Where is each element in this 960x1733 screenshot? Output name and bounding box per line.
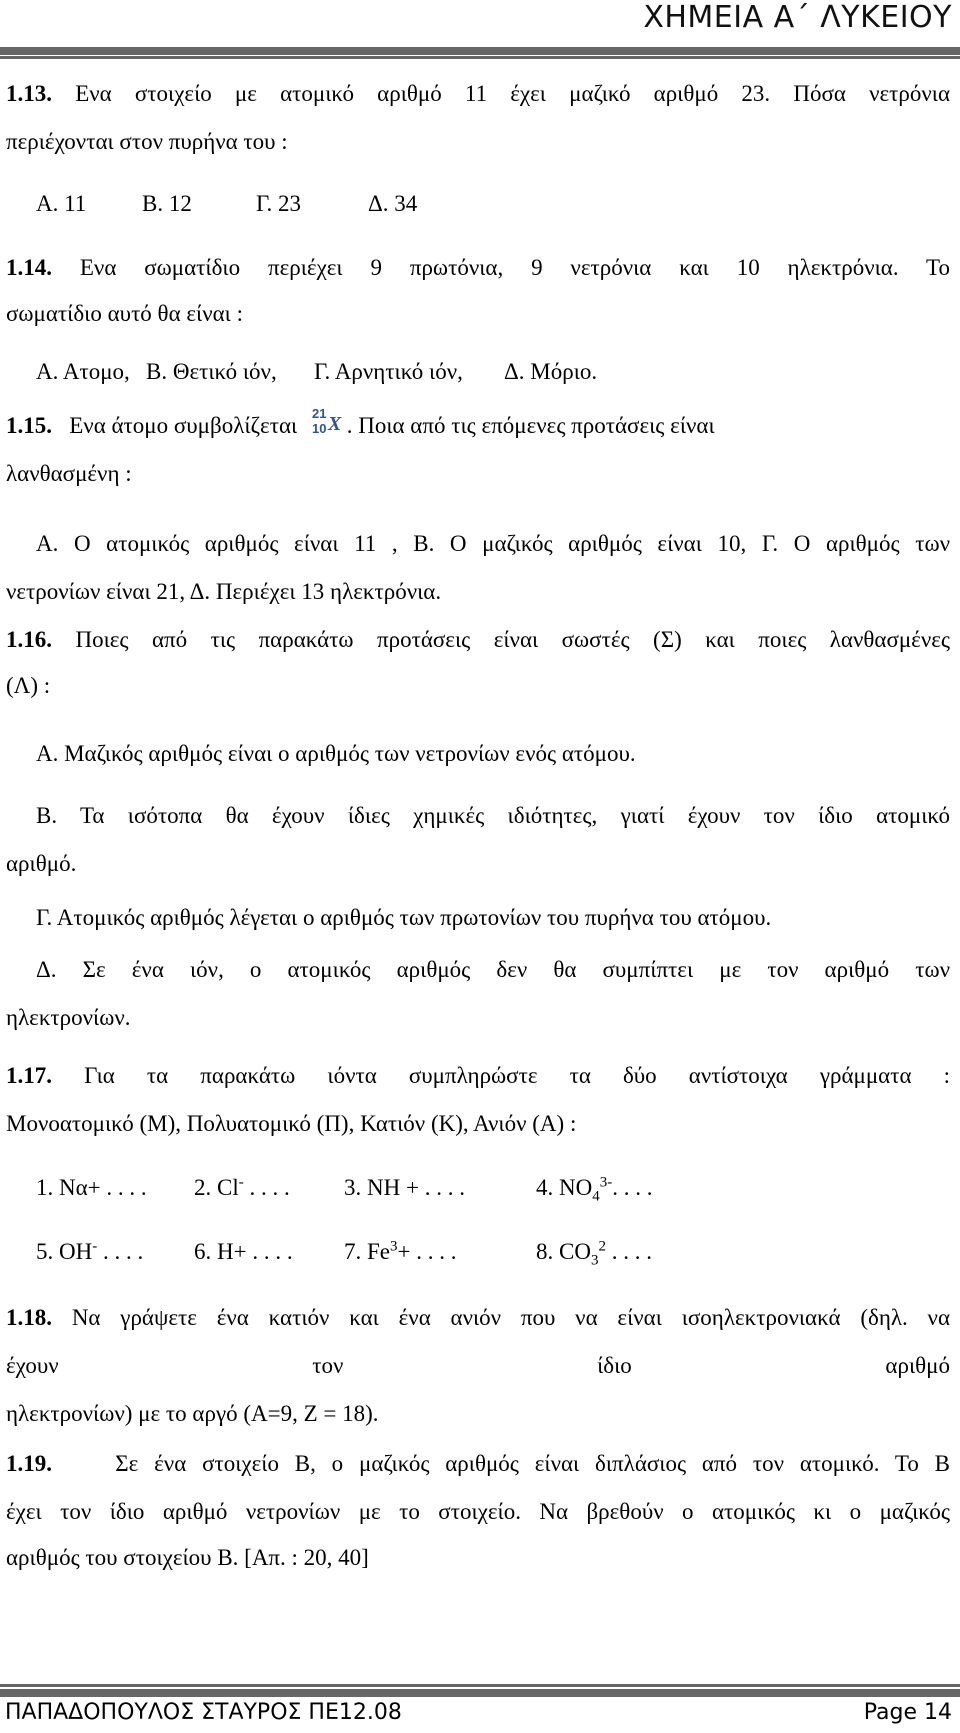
q113-option-a: Α. 11 (36, 191, 87, 216)
ion-7: 7. $Fe^3+$ . . . . (344, 1238, 457, 1264)
ion-2: 2. Cl- . . . . (194, 1174, 290, 1200)
ion-1: 1. Να+ . . . . (36, 1175, 147, 1200)
ion-6: 6. H+ . . . . (194, 1239, 293, 1264)
header-rule-thin (0, 56, 960, 59)
q118-line2: έχουν τον ίδιο αριθμό (6, 1353, 950, 1378)
q113-options (36, 192, 417, 215)
q115-line3: Α. Ο ατομικός αριθμός είναι 11 , Β. Ο μαζικός αριθμός είναι 10, Γ. Ο αριθμός των (36, 531, 950, 556)
q116-statement-d-line2: ηλεκτρονίων. (6, 1005, 131, 1030)
q116-statement-b-line1: Β. Τα ισότοπα θα έχουν ίδιες χημικές ιδιότητες, γιατί έχουν τον ίδιο ατομικό (36, 803, 950, 828)
q113-number: 1.13. (6, 81, 52, 106)
q113-option-c: Γ. 23 (256, 191, 302, 216)
footer-author: ΠΑΠΑΔΟΠΟΥΛΟΣ ΣΤΑΥΡΟΣ ΠΕ12.08 (5, 1700, 402, 1725)
q116-line1: 1.16. Ποιες από τις παρακάτω προτάσεις είναι σωστές (Σ) και ποιες λανθασμένες (6, 627, 950, 652)
q116-statement-b-line2: αριθμό. (6, 851, 77, 876)
ion-4: 4. $NO_4^{3-}$. . . . (536, 1174, 653, 1205)
q119-line3: αριθμός του στοιχείου Β. [Απ. : 20, 40] (6, 1545, 369, 1570)
footer-rule-thin (0, 1684, 960, 1687)
q115-line1: 1.15. Ενα άτομο συμβολίζεται 21 10 X . Ποια από τις επόμενες προτάσεις είναι (6, 406, 715, 438)
q116-statement-a: Α. Μαζικός αριθμός είναι ο αριθμός των νετρονίων ενός ατόμου. (36, 741, 636, 766)
q114-option-b: Β. Θετικό ιόν, (146, 359, 277, 384)
footer-page-number: Page 14 (863, 1700, 952, 1725)
isotope-symbol (311, 406, 345, 440)
isotope-mass-number: 21 (311, 406, 327, 421)
q119-line2: έχει τον ίδιο αριθμό νετρονίων με το στοιχείο. Να βρεθούν ο ατομικός κι ο μαζικός (6, 1499, 950, 1524)
isotope-letter: X (327, 413, 342, 435)
ion-8: 8. $CO_3^2$ . . . . (536, 1238, 652, 1269)
q117-line1: 1.17. Για τα παρακάτω ιόντα συμπληρώστε τα δύο αντίστοιχα γράμματα : (6, 1063, 950, 1088)
footer-rule (0, 1689, 960, 1697)
ion-3: 3. NH + . . . . (344, 1175, 465, 1200)
header-rule (0, 47, 960, 55)
isotope-atomic-number: 10 (311, 421, 327, 436)
q116-statement-c: Γ. Ατομικός αριθμός λέγεται ο αριθμός των πρωτονίων του πυρήνα του ατόμου. (36, 905, 772, 930)
q114-number: 1.14. (6, 255, 52, 280)
q115-number: 1.15. (6, 413, 52, 438)
q115-line2: λανθασμένη : (6, 461, 132, 486)
q114-option-a: Α. Ατομο, (36, 359, 130, 384)
q114-option-d: Δ. Μόριο. (504, 359, 598, 384)
ion-5: 5. OH- . . . . (36, 1238, 144, 1264)
q116-number: 1.16. (6, 627, 52, 652)
q113-line1: 1.13. Ενα στοιχείο με ατομικό αριθμό 11 έχει μαζικό αριθμό 23. Πόσα νετρόνια (6, 81, 950, 106)
q117-number: 1.17. (6, 1063, 52, 1088)
q114-line1: 1.14. Ενα σωματίδιο περιέχει 9 πρωτόνια, 9 νετρόνια και 10 ηλεκτρόνια. Το (6, 255, 951, 280)
q118-line1: 1.18. Να γράψετε ένα κατιόν και ένα ανιόν που να είναι ισοηλεκτρονιακά (δηλ. να (6, 1305, 951, 1330)
q117-ions-row1 (36, 1174, 653, 1205)
q114-line2: σωματίδιο αυτό θα είναι : (6, 301, 243, 326)
q116-statement-d-line1: Δ. Σε ένα ιόν, ο ατομικός αριθμός δεν θα συμπίπτει με τον αριθμό των (36, 957, 950, 982)
q113-option-d: Δ. 34 (368, 191, 418, 216)
q113-option-b: Β. 12 (142, 191, 192, 216)
q115-line4: νετρονίων είναι 21, Δ. Περιέχει 13 ηλεκτρόνια. (6, 579, 442, 604)
q119-line1: 1.19. Σε ένα στοιχείο Β, ο μαζικός αριθμός είναι διπλάσιος από τον ατομικό. Το Β (6, 1451, 951, 1476)
q114-option-c: Γ. Αρνητικό ιόν, (314, 359, 463, 384)
q117-ions-row2 (36, 1238, 652, 1269)
q118-number: 1.18. (6, 1305, 52, 1330)
q119-number: 1.19. (6, 1451, 52, 1476)
q114-options (36, 360, 597, 383)
q118-line3: ηλεκτρονίων) με το αργό (Α=9, Z = 18). (6, 1401, 379, 1426)
q116-line2: (Λ) : (6, 673, 51, 698)
q113-line2: περιέχονται στον πυρήνα του : (6, 129, 288, 154)
q117-line2: Μονοατομικό (Μ), Πολυατομικό (Π), Κατιόν (Κ), Ανιόν (Α) : (6, 1111, 577, 1136)
page-header-title: ΧΗΜΕΙΑ Α΄ ΛΥΚΕΙΟΥ (643, 0, 952, 35)
